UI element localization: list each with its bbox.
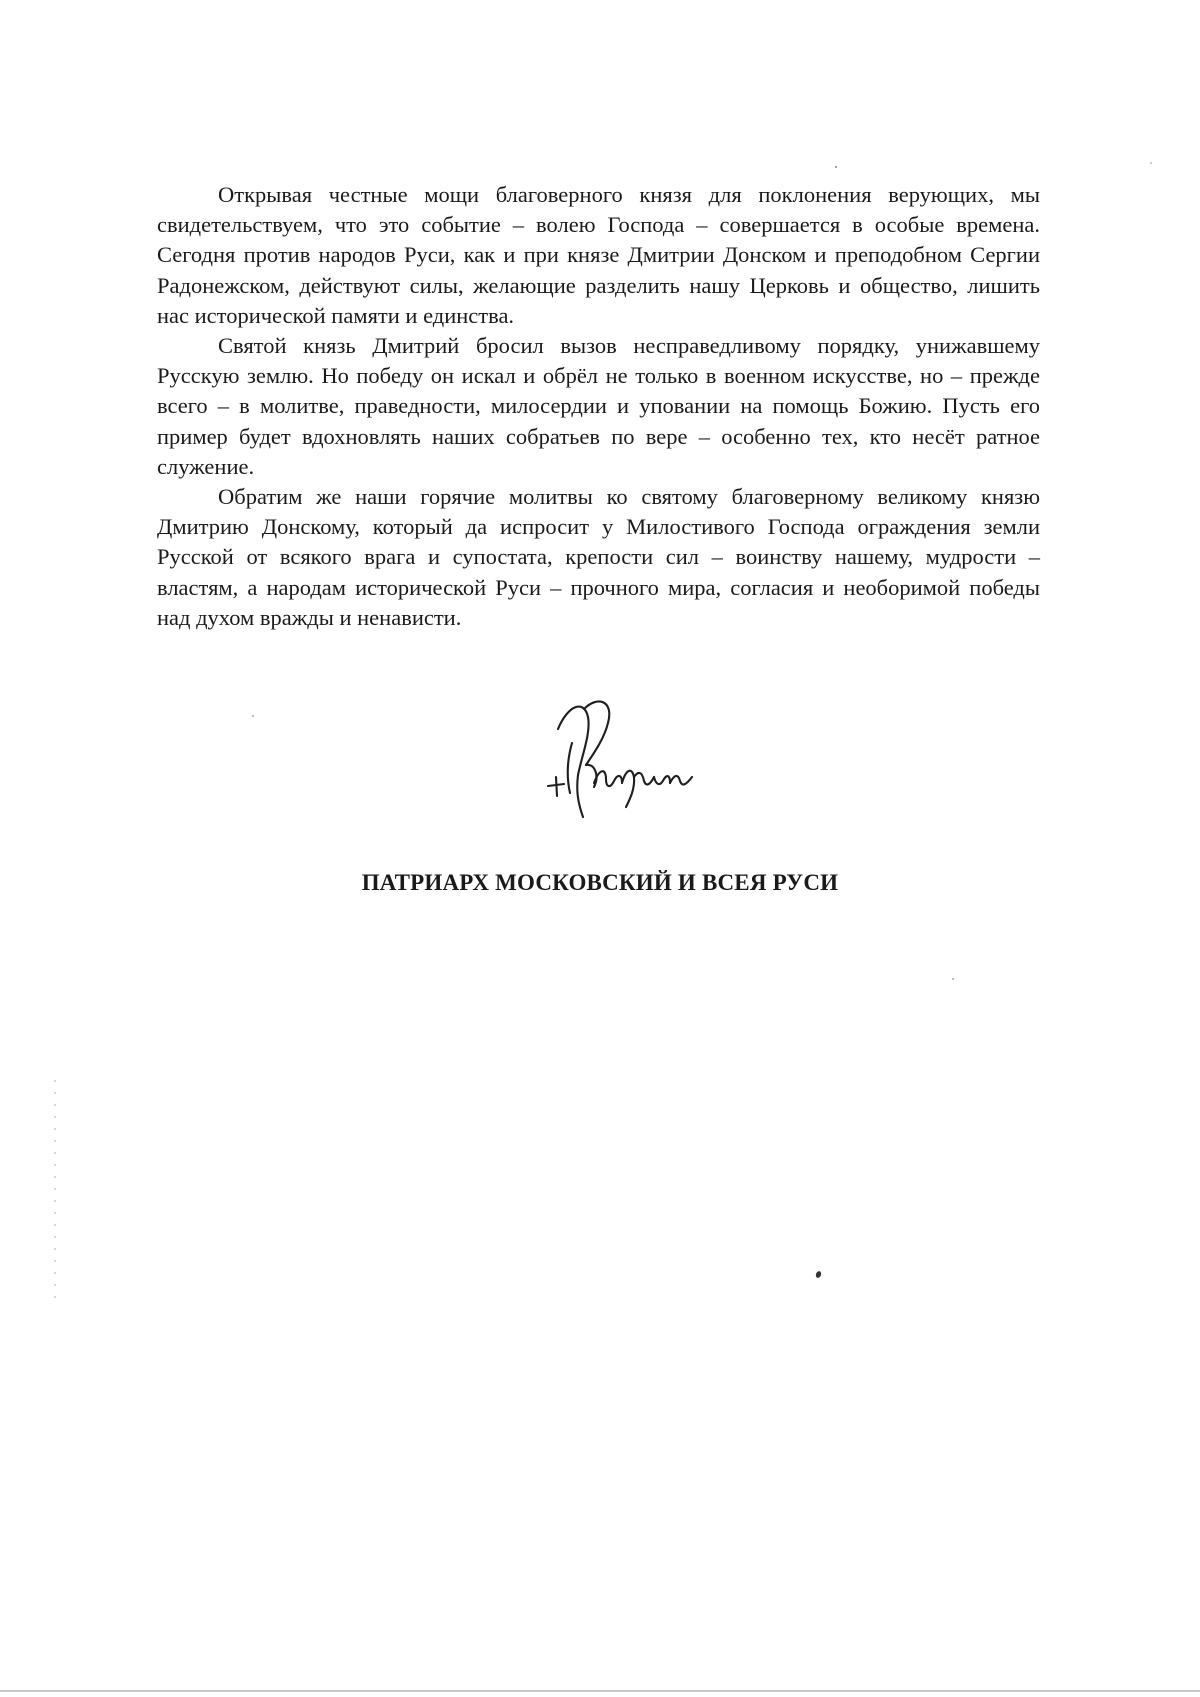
scan-edge-marks — [54, 1080, 56, 1300]
scan-speck — [815, 1270, 822, 1278]
handwritten-signature — [536, 695, 726, 830]
signatory-title: ПАТРИАРХ МОСКОВСКИЙ И ВСЕЯ РУСИ — [361, 870, 839, 895]
paragraph-3: Обратим же наши горячие молитвы ко святому благоверному великому князю Дмитрию Донскому, который да испросит у Милостивого Господа ограждения земли Русской от всякого врага и супостата, крепости сил – воинству нашему, мудрости – властям, а народам исторической Руси – прочного мира, согласия и необоримой победы над духом вражды и ненависти. — [157, 484, 1040, 630]
scan-bottom-edge — [0, 1690, 1200, 1692]
letter-body — [157, 180, 1040, 633]
scan-speck — [1150, 162, 1152, 164]
scan-speck — [835, 166, 837, 168]
paragraph-2: Святой князь Дмитрий бросил вызов несправедливому порядку, унижавшему Русскую землю. Но победу он искал и обрёл не только в военном искусстве, но – прежде всего – в молитве, праведности, милосердии и уповании на помощь Божию. Пусть его пример будет вдохновлять наших собратьев по вере – особенно тех, кто несёт ратное служение. — [157, 333, 1040, 479]
scan-speck — [952, 978, 954, 980]
paragraph-1: Открывая честные мощи благоверного князя для поклонения верующих, мы свидетельствуем, что это событие – волею Господа – совершается в особые времена. Сегодня против народов Руси, как и при князе Дмитрии Донском и преподобном Сергии Радонежском, действуют силы, желающие разделить нашу Церковь и общество, лишить нас исторической памяти и единства. — [157, 182, 1040, 328]
scan-speck — [252, 715, 254, 717]
